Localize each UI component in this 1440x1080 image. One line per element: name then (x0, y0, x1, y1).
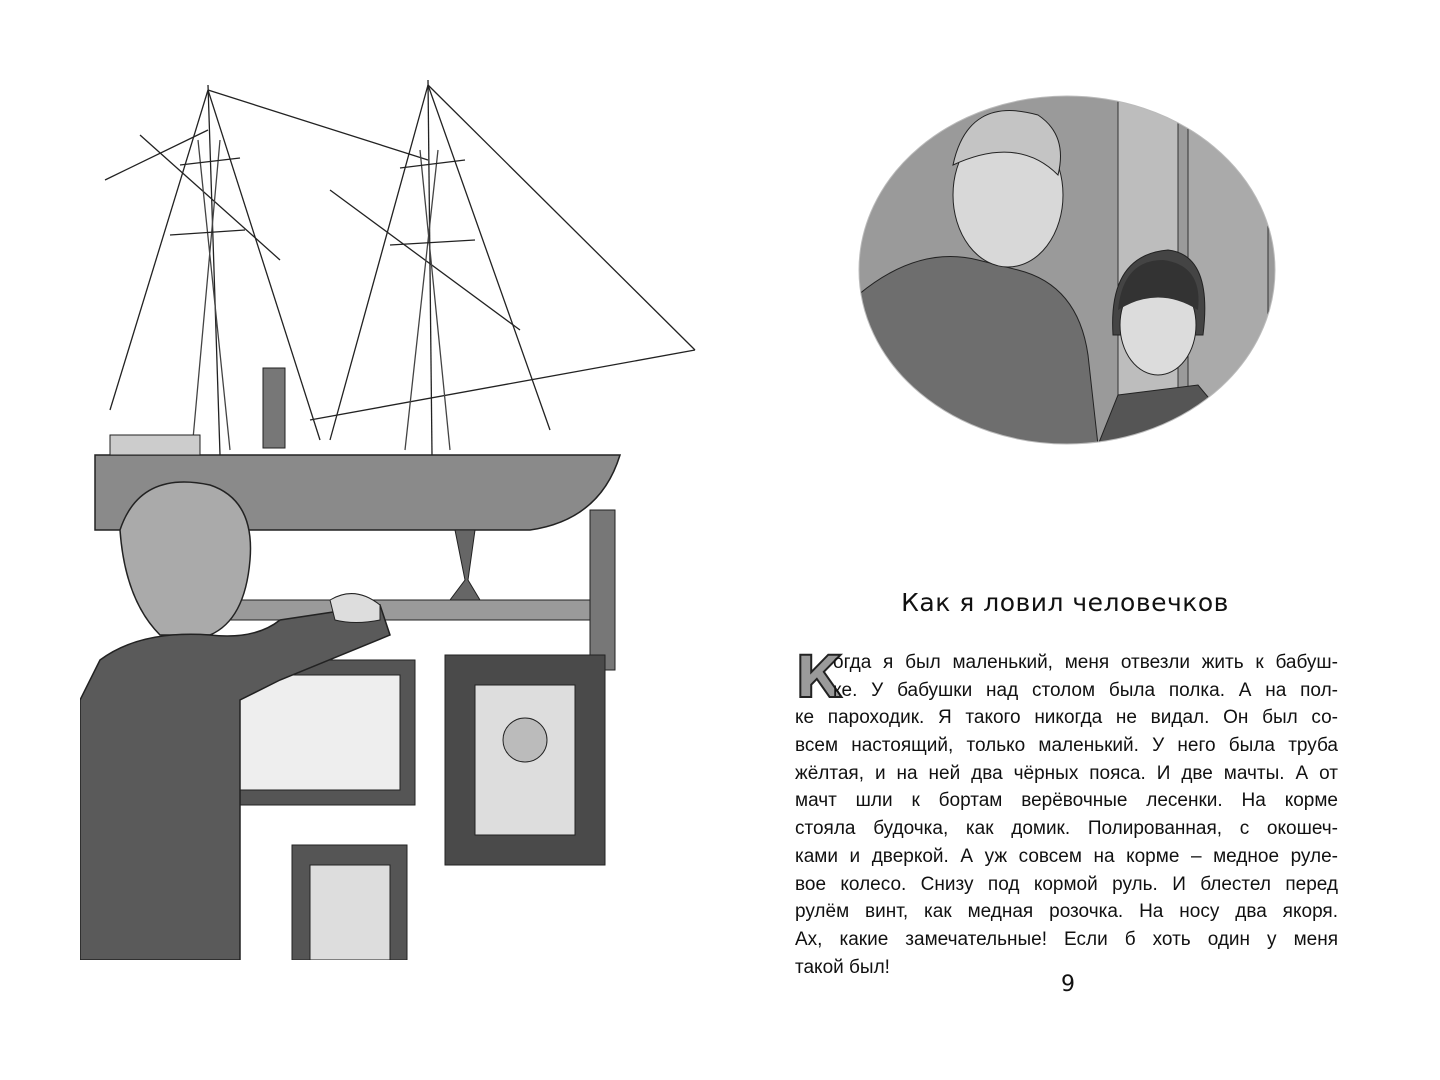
text-line: мачт шли к бортам верёвочные лесенки. На корме (795, 790, 1338, 812)
text-line: рулём винт, как медная розочка. На носу два якоря. (795, 901, 1338, 923)
page-number: 9 (1061, 972, 1075, 997)
boy-head (120, 482, 251, 635)
drop-cap: К (795, 643, 843, 711)
text-line: ке пароходик. Я такого никогда не видал. Он был со- (795, 707, 1338, 729)
text-line: вое колесо. Снизу под кормой руль. И блестел перед (795, 873, 1338, 895)
text-line: такой был! (795, 956, 890, 978)
text-line: жёлтая, и на ней два чёрных пояса. И две мачты. А от (795, 762, 1338, 784)
text-line: огда я был маленький, меня отвезли жить к бабуш- (833, 652, 1338, 673)
story-body (795, 643, 1338, 981)
text-line: ке. У бабушки над столом была полка. А на пол- (833, 679, 1338, 701)
text-line: всем настоящий, только маленький. У него была труба (795, 735, 1338, 757)
shelf (180, 600, 600, 620)
text-line: ками и дверкой. А уж совсем на корме – медное руле- (795, 845, 1338, 867)
illustration-boy-and-ship-model (80, 60, 720, 960)
story-title: Как я ловил человечков (901, 588, 1229, 617)
text-line: стояла будочка, как домик. Полированная, с окошеч- (795, 818, 1338, 840)
ship-funnel (263, 368, 285, 448)
text-line: Ах, какие замечательные! Если б хоть один у меня (795, 928, 1338, 950)
illustration-grandmother-and-boy (858, 95, 1276, 445)
